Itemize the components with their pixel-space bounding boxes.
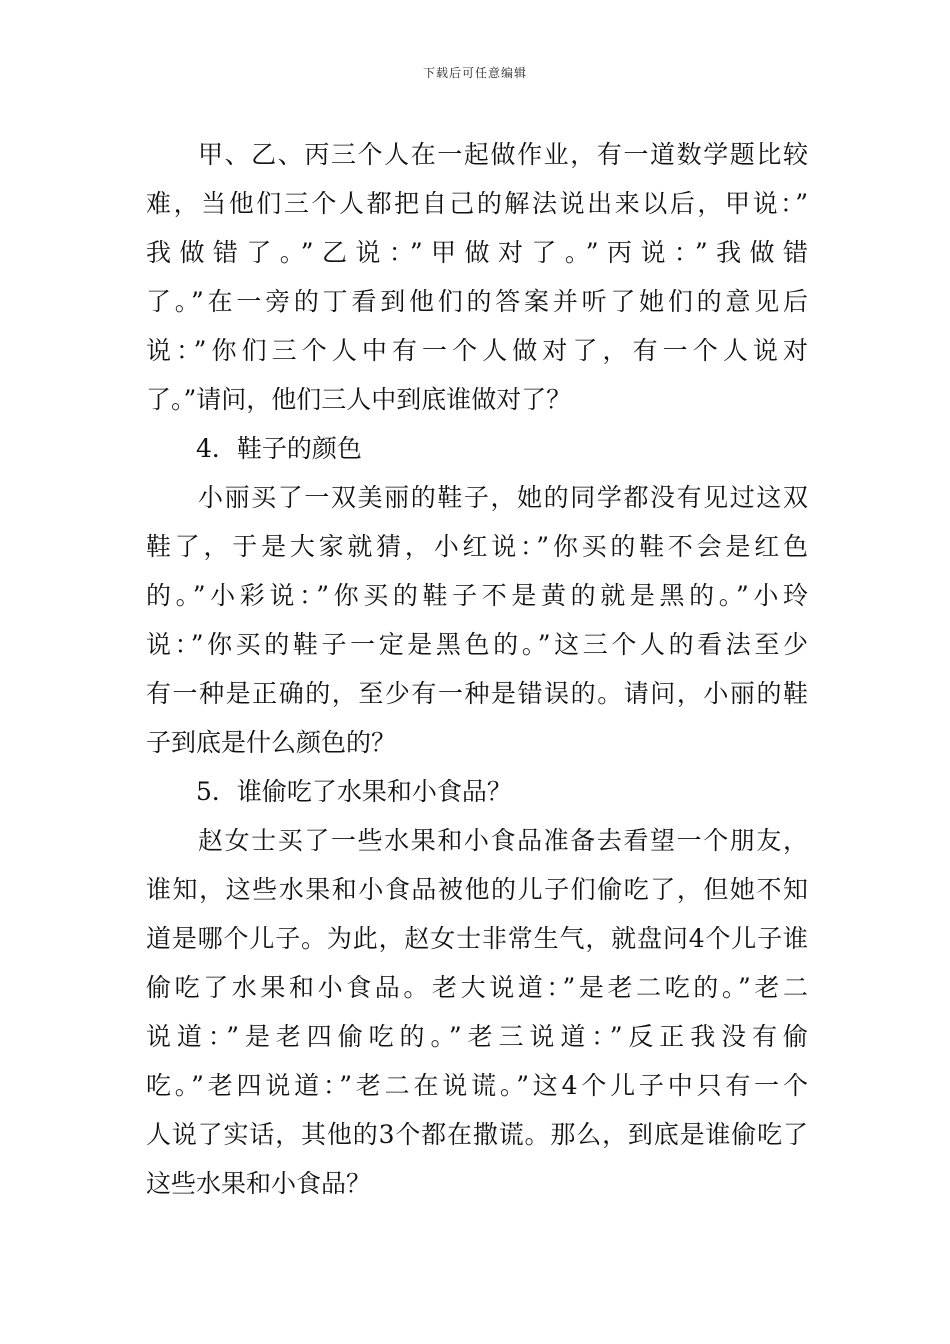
header-note: 下载后可任意编辑: [422, 66, 527, 80]
paragraph-line: 鞋了，于是大家就猜，小红说：”你买的鞋不会是红色: [146, 532, 808, 561]
paragraph-line: 这些水果和小食品？: [146, 1169, 372, 1198]
paragraph-line: 说道：”是老四偷吃的。”老三说道：”反正我没有偷: [146, 1022, 808, 1051]
paragraph-line: 说：”你买的鞋子一定是黑色的。”这三个人的看法至少: [146, 630, 808, 659]
paragraph-line: 了。”请问，他们三人中到底谁做对了？: [146, 385, 572, 414]
paragraph-line: 难，当他们三个人都把自己的解法说出来以后，甲说：”: [146, 189, 808, 218]
paragraph-line: 道是哪个儿子。为此，赵女士非常生气，就盘问4个儿子谁: [146, 924, 808, 953]
paragraph-line: 我做错了。”乙说：”甲做对了。”丙说：”我做错: [146, 238, 808, 267]
paragraph-line: 的。”小彩说：”你买的鞋子不是黄的就是黑的。”小玲: [146, 581, 808, 610]
paragraph-line: 有一种是正确的，至少有一种是错误的。请问，小丽的鞋: [146, 679, 808, 708]
paragraph-line: 吃。”老四说道：”老二在说谎。”这4个儿子中只有一个: [146, 1071, 808, 1100]
paragraph-line: 甲、乙、丙三个人在一起做作业，有一道数学题比较: [198, 140, 808, 169]
paragraph-line: 偷吃了水果和小食品。老大说道：”是老二吃的。”老二: [146, 973, 808, 1002]
document-body: [146, 130, 808, 1208]
paragraph-line: 说：”你们三个人中有一个人做对了，有一个人说对: [146, 336, 808, 365]
paragraph-line: 谁知，这些水果和小食品被他的儿子们偷吃了，但她不知: [146, 875, 808, 904]
paragraph-line: 了。”在一旁的丁看到他们的答案并听了她们的意见后: [146, 287, 808, 316]
section-heading: 5．谁偷吃了水果和小食品？: [196, 777, 512, 806]
paragraph-line: 子到底是什么颜色的？: [146, 728, 397, 757]
section-heading: 4．鞋子的颜色: [196, 434, 362, 463]
paragraph-line: 赵女士买了一些水果和小食品准备去看望一个朋友，: [198, 826, 808, 855]
paragraph-line: 小丽买了一双美丽的鞋子，她的同学都没有见过这双: [198, 483, 808, 512]
paragraph-line: 人说了实话，其他的3个都在撒谎。那么，到底是谁偷吃了: [146, 1120, 808, 1149]
